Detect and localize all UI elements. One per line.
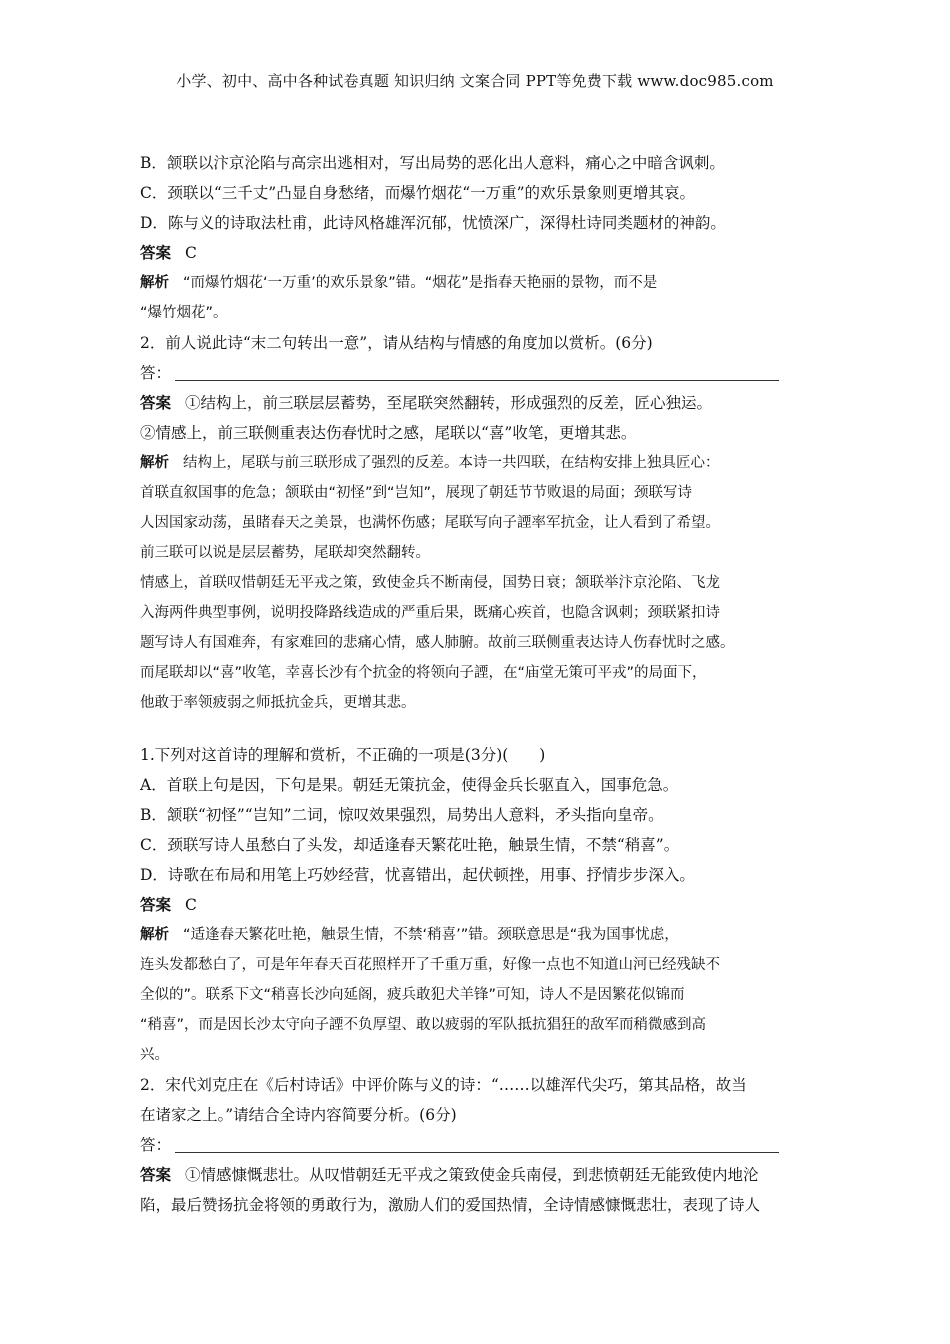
analysis-line: 全似的”。联系下文“稍喜长沙向延阁，疲兵敢犯犬羊锋”可知，诗人不是因繁花似锦而 [140, 987, 685, 1003]
question-2-cont: 在诸家之上。”请结合全诗内容简要分析。(6分) [140, 1106, 457, 1124]
option-c: C．颈联以“三千丈”凸显自身愁绪，而爆竹烟花“一万重”的欢乐景象则更增其哀。 [140, 184, 696, 202]
answer-row [140, 388, 820, 418]
answer-text: ①结构上，前三联层层蓄势，至尾联突然翻转，形成强烈的反差，匠心独运。 [185, 394, 713, 412]
analysis-line [140, 920, 820, 950]
analysis-label: 解析 [140, 455, 169, 471]
option-d: D．诗歌在布局和用笔上巧妙经营，忧喜错出，起伏顿挫，用事、抒情步步深入。 [140, 866, 695, 884]
question-2: 2．前人说此诗“末二句转出一意”，请从结构与情感的角度加以赏析。(6分) [140, 334, 653, 352]
answer-value: C [185, 244, 197, 262]
answer-row [140, 1160, 820, 1190]
analysis-line: “稍喜”，而是因长沙太守向子諲不负厚望、敢以疲弱的军队抵抗猖狂的敌军而稍微感到高 [140, 1017, 707, 1033]
answer-value: C [185, 896, 197, 914]
analysis-text: “适逢春天繁花吐艳，触景生情，不禁‘稍喜’”错。颈联意思是“我为国事忧虑， [183, 927, 679, 943]
analysis-line: 首联直叙国事的危急；颔联由“初怪”到“岂知”，展现了朝廷节节败退的局面；颈联写诗 [140, 485, 693, 501]
analysis-line: 而尾联却以“喜”收笔，幸喜长沙有个抗金的将领向子諲，在“庙堂无策可平戎”的局面下， [140, 665, 707, 681]
answer-label: 答案 [140, 393, 172, 412]
answer-blank-line[interactable] [175, 380, 779, 381]
page-header-banner: 小学、初中、高中各种试卷真题 知识归纳 文案合同 PPT等免费下载 www.doc985.com [176, 72, 774, 90]
answer-blank-line[interactable] [175, 1152, 779, 1153]
answer-label: 答案 [140, 1165, 172, 1184]
analysis-line: 入海两件典型事例，说明投降路线造成的严重后果，既痛心疾首，也隐含讽刺；颈联紧扣诗 [140, 605, 720, 621]
answer-label: 答案 [140, 243, 172, 262]
option-c: C．颈联写诗人虽愁白了头发，却适逢春天繁花吐艳，触景生情，不禁“稍喜”。 [140, 836, 680, 854]
analysis-line: 题写诗人有国难奔，有家难回的悲痛心情，感人肺腑。故前三联侧重表达诗人伤春忧时之感。 [140, 635, 735, 651]
option-a: A．首联上句是因，下句是果。朝廷无策抗金，使得金兵长驱直入，国事危急。 [140, 776, 679, 794]
analysis-line: 连头发都愁白了，可是年年春天百花照样开了千重万重，好像一点也不知道山河已经残缺不 [140, 957, 720, 973]
answer-blank-row [140, 358, 820, 388]
analysis-line [140, 268, 820, 298]
analysis-text: 结构上，尾联与前三联形成了强烈的反差。本诗一共四联，在结构安排上独具匠心： [183, 455, 720, 471]
analysis-text: “而爆竹烟花‘一万重’的欢乐景象”错。“烟花”是指春天艳丽的景物，而不是 [183, 275, 658, 291]
answer-prompt: 答： [140, 364, 172, 382]
answer-row [140, 890, 820, 920]
option-b: B．颔联以汴京沦陷与高宗出逃相对，写出局势的恶化出人意料，痛心之中暗含讽刺。 [140, 154, 725, 172]
question-1: 1.下列对这首诗的理解和赏析，不正确的一项是(3分)( ) [140, 746, 546, 764]
analysis-line: “爆竹烟花”。 [140, 305, 228, 321]
analysis-line: 兴。 [140, 1047, 169, 1063]
answer-prompt: 答： [140, 1136, 172, 1154]
question-2: 2．宋代刘克庄在《后村诗话》中评价陈与义的诗：“……以雄浑代尖巧，第其品格，故当 [140, 1076, 747, 1094]
answer-text-line: 陷，最后赞扬抗金将领的勇敢行为，激励人们的爱国热情，全诗情感慷慨悲壮，表现了诗人 [140, 1196, 761, 1214]
analysis-line: 前三联可以说是层层蓄势，尾联却突然翻转。 [140, 545, 430, 561]
answer-text-line: ②情感上，前三联侧重表达伤春忧时之感，尾联以“喜”收笔，更增其悲。 [140, 424, 637, 442]
analysis-label: 解析 [140, 275, 169, 291]
analysis-line [140, 448, 820, 478]
answer-text: ①情感慷慨悲壮。从叹惜朝廷无平戎之策致使金兵南侵，到悲愤朝廷无能致使内地沦 [185, 1166, 759, 1184]
option-b: B．颔联“初怪”“岂知”二词，惊叹效果强烈，局势出人意料，矛头指向皇帝。 [140, 806, 664, 824]
answer-row [140, 238, 820, 268]
analysis-label: 解析 [140, 927, 169, 943]
answer-blank-row [140, 1130, 820, 1160]
analysis-line: 人因国家动荡，虽睹春天之美景，也满怀伤感；尾联写向子諲率军抗金，让人看到了希望。 [140, 515, 720, 531]
analysis-line: 情感上，首联叹惜朝廷无平戎之策，致使金兵不断南侵，国势日衰；颔联举汴京沦陷、飞龙 [140, 575, 720, 591]
option-d: D．陈与义的诗取法杜甫，此诗风格雄浑沉郁，忧愤深广，深得杜诗同类题材的神韵。 [140, 214, 726, 232]
analysis-line: 他敢于率领疲弱之师抵抗金兵，更增其悲。 [140, 695, 416, 711]
section-gap [140, 718, 820, 740]
answer-label: 答案 [140, 895, 172, 914]
document-content [140, 148, 820, 1220]
